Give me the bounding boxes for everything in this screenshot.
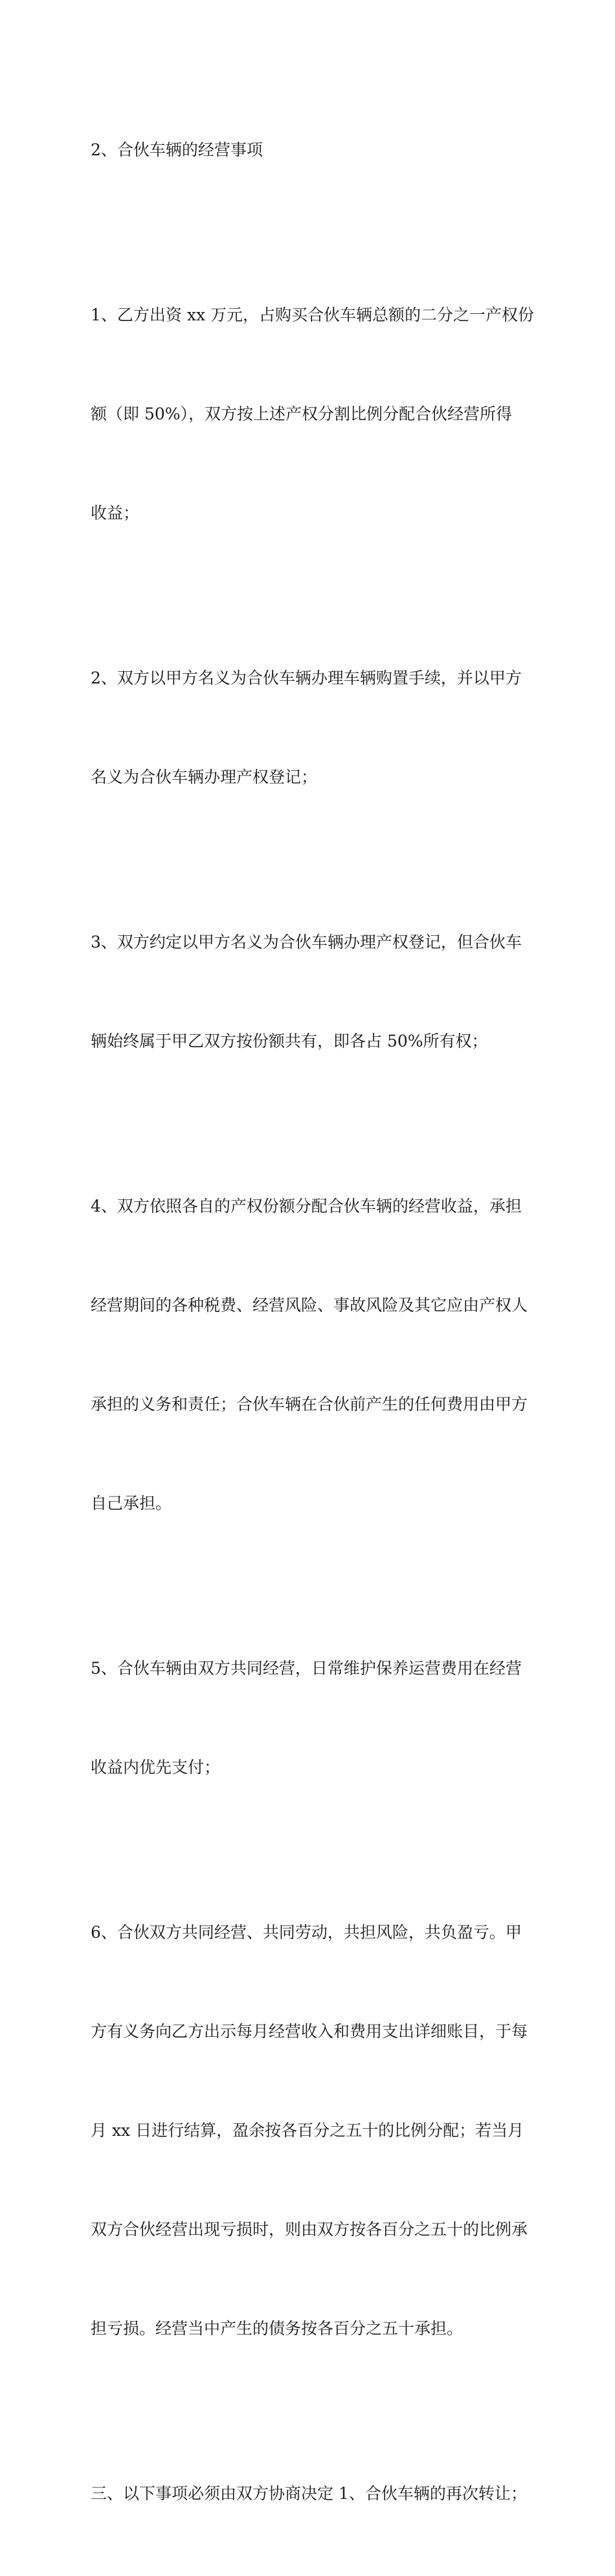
text-line: 收益内优先支付； xyxy=(91,1758,221,1777)
text-line: 承担的义务和责任；合伙车辆在合伙前产生的任何费用由甲方 xyxy=(91,1395,528,1414)
text-line: 月 xx 日进行结算，盈余按各百分之五十的比例分配；若当月 xyxy=(91,2121,524,2140)
text-line: 方有义务向乙方出示每月经营收入和费用支出详细账目，于每 xyxy=(91,2022,528,2041)
text-line: 自己承担。 xyxy=(91,1494,172,1513)
paragraph-item-5-joint-operation xyxy=(91,1586,531,1850)
text-line: 6、合伙双方共同经营、共同劳动，共担风险，共负盈亏。甲 xyxy=(91,1923,522,1942)
text-line: 担亏损。经营当中产生的债务按各百分之五十承担。 xyxy=(91,2319,464,2338)
text-line: 收益； xyxy=(91,504,140,522)
text-line: 4、双方依照各自的产权份额分配合伙车辆的经营收益，承担 xyxy=(91,1197,522,1216)
text-line: 名义为合伙车辆办理产权登记； xyxy=(91,768,318,786)
text-line: 2、双方以甲方名义为合伙车辆办理车辆购置手续，并以甲方 xyxy=(91,669,522,687)
paragraph-item-1-investment xyxy=(91,232,534,595)
paragraph-item-3-ownership xyxy=(91,860,531,1124)
text-line: 双方合伙经营出现亏损时，则由双方按各百分之五十的比例承 xyxy=(91,2220,528,2239)
paragraph-operating-items-heading xyxy=(91,67,531,232)
text-line: 3、双方约定以甲方名义为合伙车辆办理产权登记，但合伙车 xyxy=(91,933,522,951)
document-body xyxy=(91,67,534,2576)
text-line: 1、乙方出资 xx 万元，占购买合伙车辆总额的二分之一产权份 xyxy=(91,305,534,324)
paragraph-item-6-settlement xyxy=(91,1850,531,2411)
text-line: 2、合伙车辆的经营事项 xyxy=(91,140,263,159)
text-line: 经营期间的各种税费、经营风险、事故风险及其它应由产权人 xyxy=(91,1296,528,1315)
text-line: 额（即 50%），双方按上述产权分割比例分配合伙经营所得 xyxy=(91,405,513,423)
paragraph-item-2-purchase xyxy=(91,595,531,860)
text-line: 5、合伙车辆由双方共同经营，日常维护保养运营费用在经营 xyxy=(91,1659,522,1678)
text-line: 辆始终属于甲乙双方按份额共有，即各占 50%所有权； xyxy=(91,1032,488,1050)
paragraph-item-4-profit-sharing xyxy=(91,1124,531,1586)
paragraph-section-3-joint-decisions xyxy=(91,2411,531,2576)
text-line: 三、以下事项必须由双方协商决定 1、合伙车辆的再次转让； xyxy=(91,2484,527,2503)
